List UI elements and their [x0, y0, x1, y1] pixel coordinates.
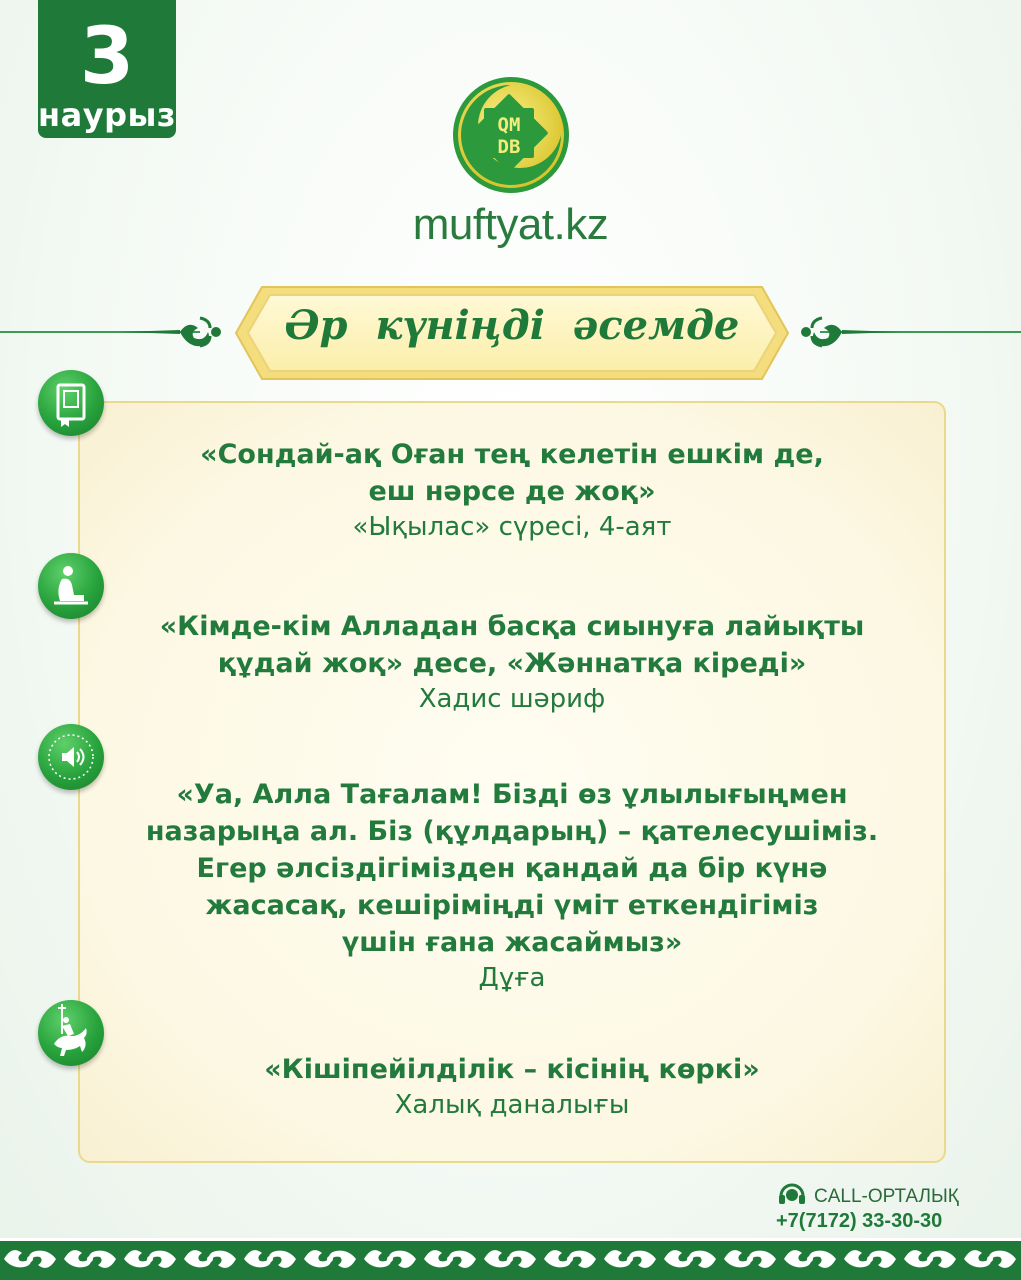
quote-line: Егер әлсіздігімізден қандай да бір күнә: [196, 853, 828, 884]
logo-letters: [498, 114, 521, 158]
quote-source: Хадис шәриф: [418, 684, 606, 714]
section-proverb: [78, 1051, 946, 1123]
section-quran: [78, 436, 946, 545]
quote-source: Халық даналығы: [394, 1090, 630, 1120]
logo-emblem-icon: [451, 75, 571, 195]
quote-line: жасасақ, кешіріміңді үміт еткендігіміз: [205, 890, 819, 921]
date-month: наурыз: [38, 96, 176, 134]
quote-line: «Кімде-кім Алладан басқа сиынуға лайықты: [159, 611, 865, 642]
quote-line: «Сондай-ақ Оған тең келетін ешкім де,: [200, 439, 824, 470]
quote-line: «Уа, Алла Тағалам! Бізді өз ұлылығыңмен: [176, 779, 848, 810]
banner-title: Әр күніңді әсемде: [284, 302, 740, 349]
muftyat-logo[interactable]: [451, 75, 571, 195]
quote-line: назарыңа ал. Біз (құлдарың) – қателесушіміз.: [145, 816, 879, 847]
quote-line: құдай жоқ» десе, «Жәннатқа кіреді»: [217, 648, 807, 679]
call-center-phone[interactable]: +7(7172) 33-30-30: [776, 1210, 943, 1232]
headset-icon: [776, 1178, 808, 1210]
svg-text:DB: DB: [497, 136, 521, 158]
svg-text:QM: QM: [497, 114, 521, 136]
footer-ornament-border: [0, 1238, 1021, 1280]
quran-book-icon: [38, 370, 104, 436]
date-day: 3: [79, 12, 135, 102]
quote-line: еш нәрсе де жоқ»: [368, 476, 656, 507]
section-dua: [78, 776, 946, 996]
quote-source: Дұға: [478, 963, 546, 993]
site-name[interactable]: muftyat.kz: [412, 200, 609, 249]
quote-line: «Кішіпейілділік – кісінің көркі»: [264, 1054, 760, 1085]
section-hadith: [78, 608, 946, 717]
date-badge: [38, 0, 176, 138]
ornament-left-icon: [120, 314, 230, 350]
quote-source: «Ықылас» сүресі, 4-аят: [352, 512, 672, 542]
quote-line: үшін ғана жасаймыз»: [341, 927, 683, 958]
ornament-right-icon: [792, 314, 902, 350]
call-center-label: CALL-ОРТАЛЫҚ: [814, 1186, 959, 1207]
